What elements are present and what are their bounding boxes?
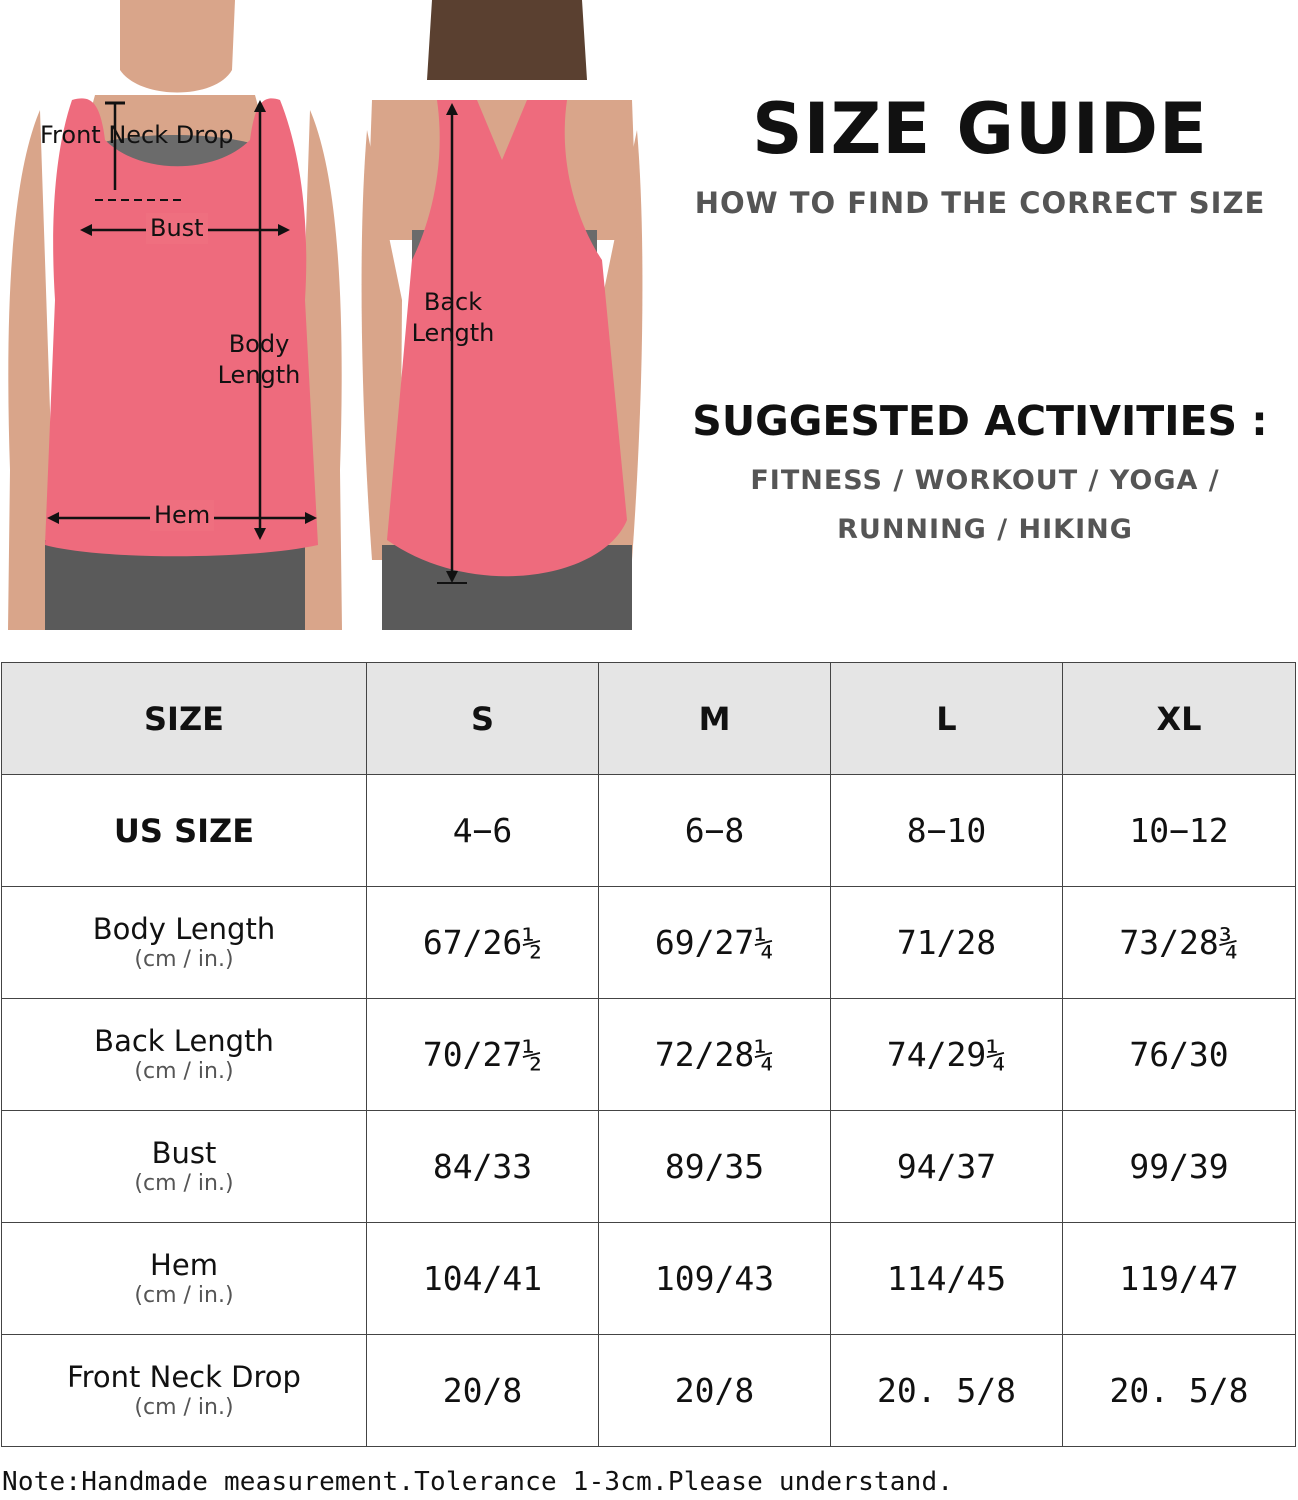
table-cell: 69/27¼ (599, 887, 831, 999)
row-label: Front Neck Drop (67, 1359, 301, 1394)
back-view-photo (352, 0, 652, 630)
column-header-m: M (599, 663, 831, 775)
row-label: Bust (151, 1135, 217, 1170)
column-header-l: L (831, 663, 1063, 775)
table-row-bust (2, 1111, 1296, 1223)
table-cell: 84/33 (367, 1111, 599, 1223)
page-title: SIZE GUIDE (752, 88, 1208, 170)
row-unit: (cm / in.) (134, 1170, 234, 1196)
table-row-front-neck-drop (2, 1335, 1296, 1447)
table-cell: 20/8 (599, 1335, 831, 1447)
table-cell: 8−10 (831, 775, 1063, 887)
row-label: Back Length (94, 1023, 274, 1058)
column-header-s: S (367, 663, 599, 775)
table-cell: 94/37 (831, 1111, 1063, 1223)
table-cell: 74/29¼ (831, 999, 1063, 1111)
table-cell: 71/28 (831, 887, 1063, 999)
label-back-length: Back Length (411, 288, 495, 347)
table-cell: 119/47 (1063, 1223, 1296, 1335)
row-header (2, 887, 367, 999)
table-cell: 70/27½ (367, 999, 599, 1111)
activities-title: SUGGESTED ACTIVITIES : (692, 397, 1268, 445)
row-unit: (cm / in.) (134, 1058, 234, 1084)
table-cell: 99/39 (1063, 1111, 1296, 1223)
table-cell: 4−6 (367, 775, 599, 887)
table-cell: 89/35 (599, 1111, 831, 1223)
back-model-illustration (352, 0, 652, 630)
label-front-neck-drop: Front Neck Drop (40, 121, 234, 149)
table-cell: 104/41 (367, 1223, 599, 1335)
label-hem: Hem (150, 500, 214, 531)
row-label: Hem (150, 1247, 218, 1282)
label-body-length: Body Length (217, 330, 301, 389)
table-row-back-length (2, 999, 1296, 1111)
front-view-photo (0, 0, 348, 630)
size-chart-table (1, 662, 1296, 1447)
label-bust: Bust (146, 213, 208, 244)
column-header-xl: XL (1063, 663, 1296, 775)
row-header (2, 775, 367, 887)
table-row-body-length (2, 887, 1296, 999)
row-unit: (cm / in.) (134, 1282, 234, 1308)
table-cell: 109/43 (599, 1223, 831, 1335)
activities-line-1: FITNESS / WORKOUT / YOGA / (750, 465, 1220, 496)
table-header-row (2, 663, 1296, 775)
row-unit: (cm / in.) (134, 946, 234, 972)
row-label: US SIZE (113, 811, 255, 850)
table-cell: 76/30 (1063, 999, 1296, 1111)
table-cell: 114/45 (831, 1223, 1063, 1335)
row-header (2, 1335, 367, 1447)
table-cell: 67/26½ (367, 887, 599, 999)
table-cell: 72/28¼ (599, 999, 831, 1111)
table-row-us-size (2, 775, 1296, 887)
table-cell: 20. 5/8 (1063, 1335, 1296, 1447)
table-cell: 20. 5/8 (831, 1335, 1063, 1447)
activities-line-2: RUNNING / HIKING (837, 514, 1133, 545)
front-model-illustration (0, 0, 348, 630)
row-header (2, 1111, 367, 1223)
footnote: Note:Handmade measurement.Tolerance 1-3cm.Please understand. (2, 1467, 954, 1497)
table-cell: 10−12 (1063, 775, 1296, 887)
table-cell: 6−8 (599, 775, 831, 887)
table-cell: 20/8 (367, 1335, 599, 1447)
row-header (2, 1223, 367, 1335)
row-header (2, 999, 367, 1111)
row-label: Body Length (92, 911, 276, 946)
page-subtitle: HOW TO FIND THE CORRECT SIZE (694, 186, 1266, 220)
column-header-size: SIZE (2, 663, 367, 775)
row-unit: (cm / in.) (134, 1394, 234, 1420)
table-row-hem (2, 1223, 1296, 1335)
table-cell: 73/28¾ (1063, 887, 1296, 999)
